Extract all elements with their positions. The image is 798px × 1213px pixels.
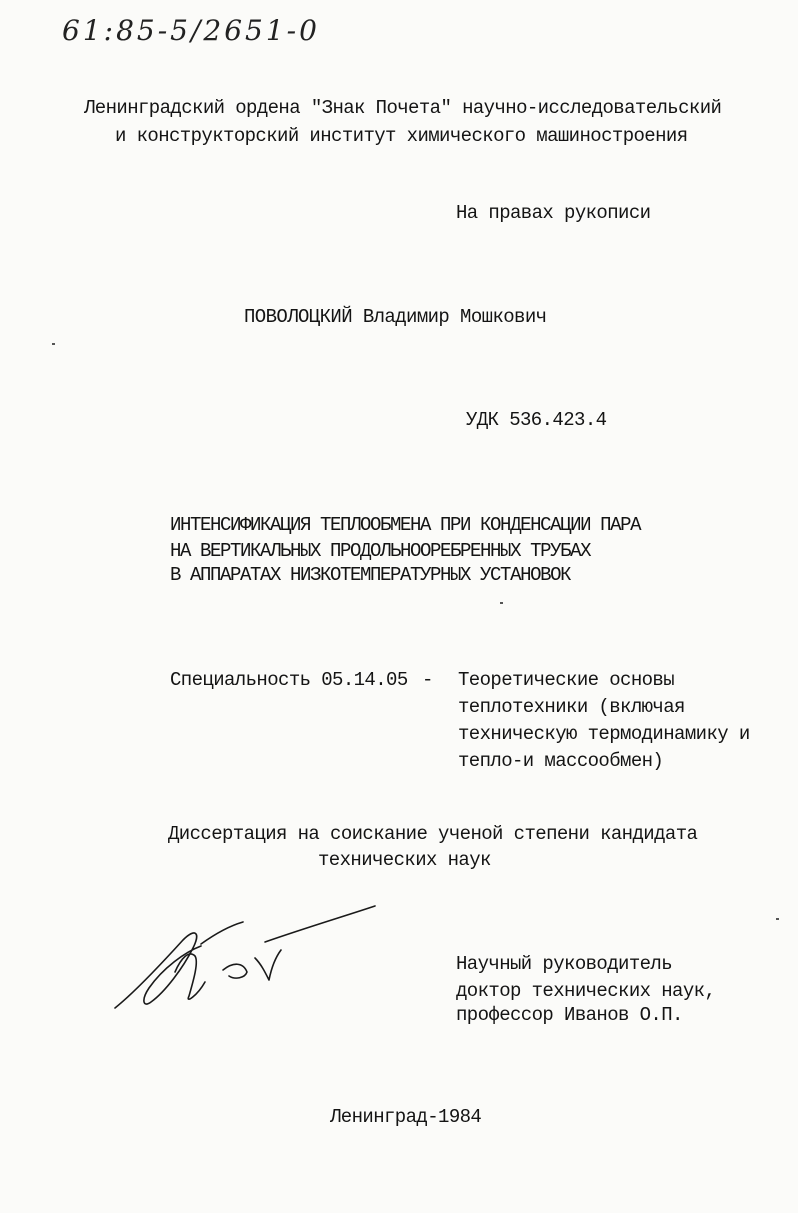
specialty-line-3: техническую термодинамику и — [458, 723, 750, 745]
handwritten-signature — [105, 900, 395, 1030]
degree-line-1: Диссертация на соискание ученой степени кандидата — [168, 823, 698, 845]
specialty-dash: - — [422, 669, 433, 691]
title-line-1: ИНТЕНСИФИКАЦИЯ ТЕПЛООБМЕНА ПРИ КОНДЕНСАЦИИ ПАРА — [170, 514, 641, 536]
signature-stroke-4 — [223, 964, 247, 978]
specialty-line-2: теплотехники (включая — [458, 696, 685, 718]
signature-stroke-6 — [265, 906, 375, 942]
specialty-line-4: тепло-и массообмен) — [458, 750, 664, 772]
scan-speck — [776, 918, 779, 920]
signature-stroke-3 — [201, 922, 243, 944]
title-line-2: НА ВЕРТИКАЛЬНЫХ ПРОДОЛЬНООРЕБРЕННЫХ ТРУБАХ — [170, 540, 591, 562]
title-line-3: В АППАРАТАХ НИЗКОТЕМПЕРАТУРНЫХ УСТАНОВОК — [170, 564, 571, 586]
specialty-description — [458, 668, 750, 776]
signature-stroke-5 — [255, 950, 281, 980]
specialty-line-1: Теоретические основы — [458, 669, 675, 691]
supervisor-line-2: доктор технических наук, — [456, 980, 716, 1002]
supervisor-line-1: Научный руководитель — [456, 953, 673, 975]
archive-handwritten-mark: 61:85-5/2651-0 — [62, 14, 320, 47]
rights-note: На правах рукописи — [456, 202, 651, 224]
udc-code: УДК 536.423.4 — [466, 409, 607, 431]
specialty-label: Специальность 05.14.05 — [170, 669, 408, 691]
signature-stroke-2 — [175, 954, 205, 999]
author-name: ПОВОЛОЦКИЙ Владимир Мошкович — [244, 306, 547, 328]
scan-speck — [500, 602, 503, 604]
scan-speck — [52, 343, 55, 345]
degree-line-2: технических наук — [318, 849, 491, 871]
institute-line-1: Ленинградский ордена "Знак Почета" научно-исследовательский — [84, 97, 722, 119]
place-year: Ленинград-1984 — [330, 1106, 482, 1128]
institute-line-2: и конструкторский институт химического машиностроения — [115, 125, 688, 147]
supervisor-line-3: профессор Иванов О.П. — [456, 1004, 683, 1026]
